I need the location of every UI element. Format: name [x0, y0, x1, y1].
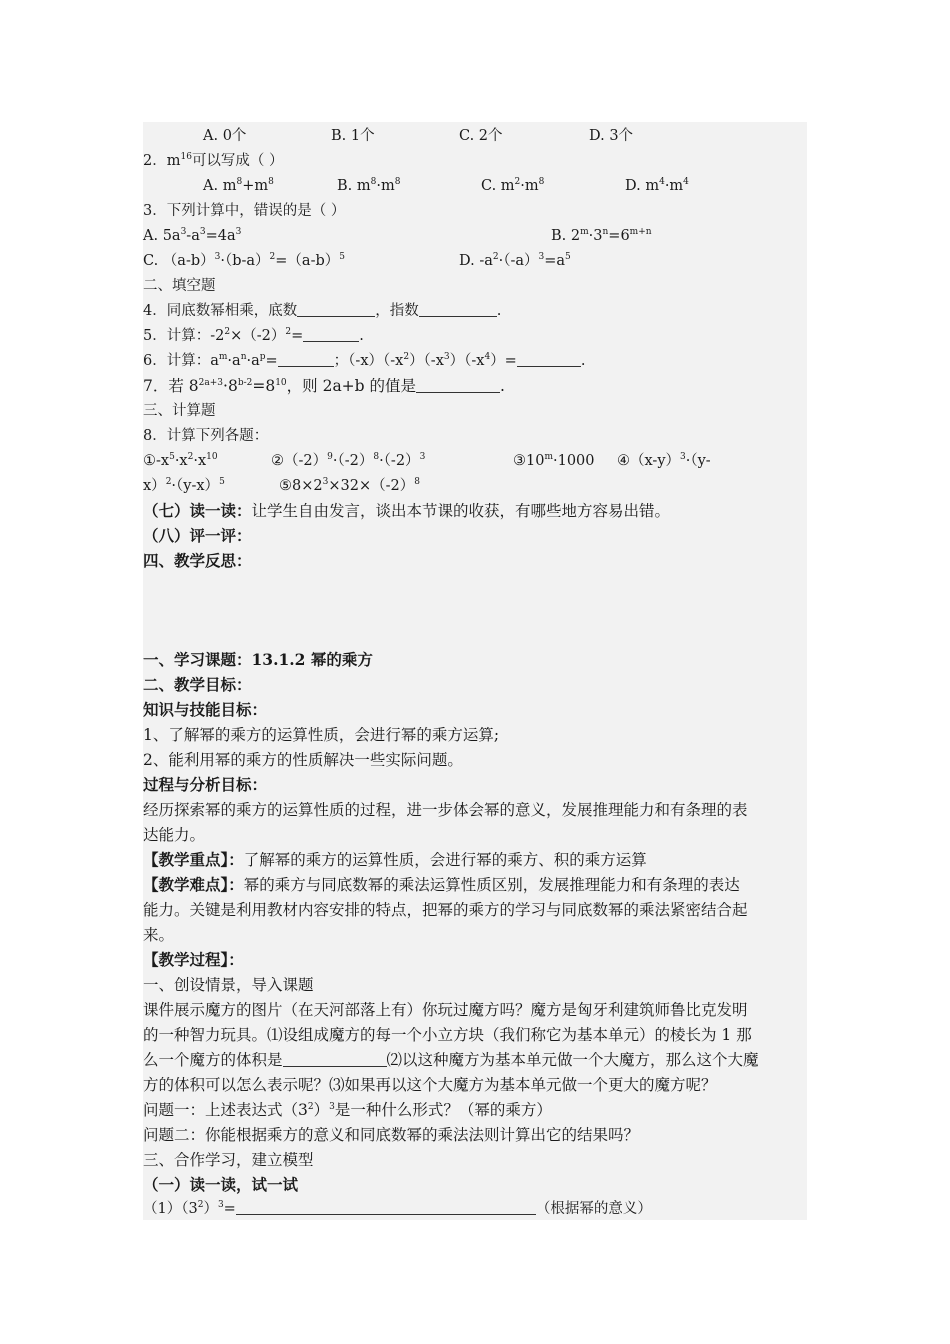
difficulty-text-1: 幂的乘方与同底数幂的乘法运算性质区别，发展推理能力和有条理的表达 — [243, 876, 740, 894]
q8-item-1: $①-x^5\cdot x^2\cdot x^{10}$ — [143, 452, 218, 469]
intro-text-2: 的一种智力玩具。⑴设组成魔方的每一个小立方块（我们称它为基本单元）的棱长为 1 那 — [143, 1026, 752, 1044]
q1-option-b: B. 1个 — [331, 128, 375, 144]
q2-option-c: C. $m^2\cdot m^8$ — [481, 177, 545, 194]
step-3-title: 三、合作学习，建立模型 — [143, 1151, 314, 1169]
q2-option-b: B. $m^8\cdot m^8$ — [337, 177, 401, 194]
q7: 7．若 $8^{2a+3}\cdot 8^{b-2}=8^{10}$，则 2a+b 的值是 . — [143, 377, 505, 395]
q4-blank-base[interactable] — [297, 302, 375, 317]
q3-option-d: D. $-a^2\cdot(-a)^3=a^5$ — [459, 252, 571, 269]
q5: 5．计算：$-2^2\times(-2)^2=$ . — [143, 327, 364, 344]
q8-item-3: $③10^m\cdot 1000$ — [513, 452, 595, 469]
section-calc-title: 三、计算题 — [143, 403, 216, 419]
talk-section — [143, 501, 670, 521]
difficulty-text-3: 来。 — [143, 926, 175, 944]
q8-item-2: $②(-2)^9\cdot(-2)^8\cdot(-2)^3$ — [271, 452, 426, 469]
q1-option-c: C. 2个 — [459, 128, 503, 144]
q6: 6．计算：$a^m\cdot a^n\cdot a^p=$ ；$(-x)(-x^2)(-x^3)(-x^4)=$ . — [143, 352, 586, 369]
q3-options-ab — [143, 226, 807, 246]
section-fill-blank-title: 二、填空题 — [143, 278, 216, 294]
goal-2: 2、能利用幂的乘方的性质解决一些实际问题。 — [143, 751, 463, 769]
knowledge-goals-heading: 知识与技能目标： — [143, 700, 268, 719]
difficulty-label: 【教学难点】： — [143, 875, 244, 894]
q6-blank-2[interactable] — [517, 352, 581, 367]
q3-options-cd — [143, 251, 807, 271]
key-point — [143, 850, 647, 870]
read-try-heading: （一）读一读，试一试 — [143, 1175, 299, 1194]
goal-1: 1、了解幂的乘方的运算性质，会进行幂的乘方运算; — [143, 726, 500, 744]
intro-text-4: 方的体积可以怎么表示呢？⑶如果再以这个大魔方为基本单元做一个更大的魔方呢？ — [143, 1076, 717, 1094]
intro-text-1: 课件展示魔方的图片（在天河部落上有）你玩过魔方吗？魔方是匈牙利建筑师鲁比克发明 — [143, 1001, 748, 1019]
reflection-heading: 四、教学反思： — [143, 551, 252, 570]
intro-text-3: 么一个魔方的体积是 ⑵以这种魔方为基本单元做一个大魔方，那么这个大魔 — [143, 1051, 759, 1069]
q3-option-b: B. $2^m\cdot 3^n=6^{m+n}$ — [551, 227, 652, 244]
q3-option-a: A. $5a^3-a^3=4a^3$ — [143, 227, 242, 244]
process-text-2: 达能力。 — [143, 826, 206, 844]
q8-line-1 — [143, 451, 807, 471]
talk-text: 让学生自由发言，谈出本节课的收获，有哪些地方容易出错。 — [251, 502, 671, 520]
q2-option-a: A. $m^8+m^8$ — [203, 177, 274, 194]
lesson-title: 一、学习课题：13.1.2 幂的乘方 — [143, 650, 373, 669]
teaching-process-heading: 【教学过程】： — [143, 950, 244, 969]
q5-blank[interactable] — [303, 327, 359, 342]
goals-heading: 二、教学目标： — [143, 675, 252, 694]
difficulty — [143, 875, 740, 895]
step-1-title: 一、创设情景，导入课题 — [143, 976, 314, 994]
q6-blank-1[interactable] — [278, 352, 334, 367]
q1-options — [143, 126, 807, 146]
q2-option-d: D. $m^4\cdot m^4$ — [625, 177, 689, 194]
process-goals-heading: 过程与分析目标： — [143, 775, 268, 794]
question-two: 问题二：你能根据乘方的意义和同底数幂的乘法法则计算出它的结果吗？ — [143, 1126, 640, 1144]
q3-option-c: C. $(a-b)^3\cdot(b-a)^2=(a-b)^5$ — [143, 252, 345, 269]
cube-volume-blank[interactable] — [283, 1052, 387, 1067]
q1-option-d: D. 3个 — [589, 128, 634, 144]
q8-item-4-cont: $x)^2\cdot(y-x)^5$ — [143, 477, 225, 494]
q8-stem: 8．计算下列各题： — [143, 428, 269, 444]
q2-stem: 2．$m^{16}$可以写成（ ） — [143, 152, 284, 169]
question-one: 问题一：上述表达式$(3^2)^3$是一种什么形式？（幂的乘方） — [143, 1101, 552, 1119]
q4: 4．同底数幂相乘，底数 ，指数 . — [143, 303, 502, 319]
exercise-1-blank[interactable] — [236, 1200, 536, 1215]
key-point-text: 了解幂的乘方的运算性质，会进行幂的乘方、积的乘方运算 — [243, 851, 647, 869]
exercise-1: $(1)(3^2)^3=$ （根据幂的意义） — [143, 1200, 652, 1217]
q3-stem: 3．下列计算中，错误的是（ ） — [143, 203, 346, 219]
q2-options — [143, 176, 807, 196]
review-heading: （八）评一评： — [143, 526, 252, 545]
difficulty-text-2: 能力。关键是利用教材内容安排的特点，把幂的乘方的学习与同底数幂的乘法紧密结合起 — [143, 901, 748, 919]
talk-label: （七）读一读： — [143, 501, 252, 520]
q7-blank[interactable] — [416, 378, 500, 393]
process-text-1: 经历探索幂的乘方的运算性质的过程，进一步体会幂的意义，发展推理能力和有条理的表 — [143, 801, 748, 819]
key-point-label: 【教学重点】： — [143, 850, 244, 869]
q8-item-5: $⑤8\times 2^3\times 32\times(-2)^8$ — [279, 477, 420, 494]
q8-item-4: $④(x-y)^3\cdot(y-$ — [617, 452, 711, 469]
q4-blank-exponent[interactable] — [419, 302, 497, 317]
q8-line-2 — [143, 476, 807, 496]
q1-option-a: A. 0个 — [203, 128, 247, 144]
